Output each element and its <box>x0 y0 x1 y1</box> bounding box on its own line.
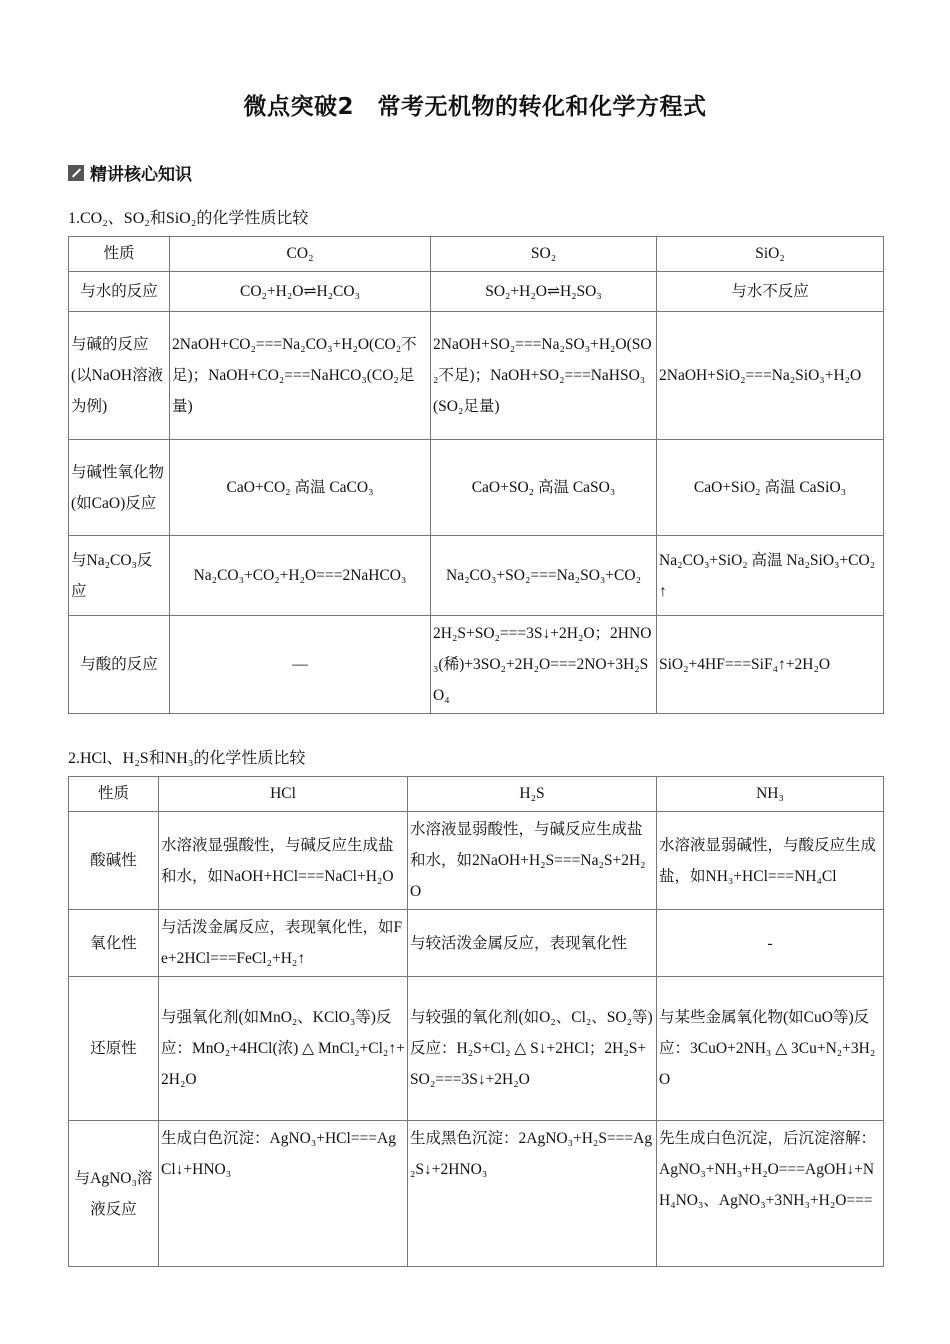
header-cell: CO₂ <box>170 237 431 272</box>
row-label: 与AgNO₃溶液反应 <box>69 1121 159 1267</box>
row-label: 与碱的反应(以NaOH溶液为例) <box>69 312 170 440</box>
table-cell: 生成白色沉淀：AgNO₃+HCl===AgCl↓+HNO₃ <box>159 1121 408 1267</box>
row-label: 与酸的反应 <box>69 616 170 714</box>
header-cell: HCl <box>159 777 408 812</box>
table-row <box>69 910 884 977</box>
table-row <box>69 312 884 440</box>
table-cell: CaO+SO₂ 高温 CaSO₃ <box>431 440 657 536</box>
table-cell: - <box>657 910 884 977</box>
row-label: 与Na₂CO₃反应 <box>69 536 170 616</box>
table-cell: 先生成白色沉淀，后沉淀溶解：AgNO₃+NH₃+H₂O===AgOH↓+NH₄NO₃、AgNO₃+3NH₃+H₂O=== <box>657 1121 884 1267</box>
row-label: 与碱性氧化物(如CaO)反应 <box>69 440 170 536</box>
table-cell: 2NaOH+CO₂===Na₂CO₃+H₂O(CO₂不足)；NaOH+CO₂===NaHCO₃(CO₂足量) <box>170 312 431 440</box>
table-cell: 2NaOH+SO₂===Na₂SO₃+H₂O(SO₂不足)；NaOH+SO₂===NaHSO₃(SO₂足量) <box>431 312 657 440</box>
table-cell: 与水不反应 <box>657 272 884 312</box>
table-cell: 与某些金属氧化物(如CuO等)反应：3CuO+2NH₃ △ 3Cu+N₂+3H₂O <box>657 977 884 1121</box>
table-cell: SO₂+H₂O⇌H₂SO₃ <box>431 272 657 312</box>
table-cell: 与强氧化剂(如MnO₂、KClO₃等)反应：MnO₂+4HCl(浓) △ MnCl₂+Cl₂↑+2H₂O <box>159 977 408 1121</box>
table1-heading: 1.CO₂、SO₂和SiO₂的化学性质比较 <box>68 210 309 227</box>
table-header-row <box>69 237 884 272</box>
row-label: 还原性 <box>69 977 159 1121</box>
table-cell: 2H₂S+SO₂===3S↓+2H₂O；2HNO₃(稀)+3SO₂+2H₂O===2NO+3H₂SO₄ <box>431 616 657 714</box>
table-row <box>69 977 884 1121</box>
table-row <box>69 1121 884 1267</box>
table-cell: CaO+CO₂ 高温 CaCO₃ <box>170 440 431 536</box>
table-cell: — <box>170 616 431 714</box>
table-cell: 与较活泼金属反应，表现氧化性 <box>408 910 657 977</box>
table-cell: CaO+SiO₂ 高温 CaSiO₃ <box>657 440 884 536</box>
table-cell: CO₂+H₂O⇌H₂CO₃ <box>170 272 431 312</box>
table-row <box>69 536 884 616</box>
table-cell: 与较强的氧化剂(如O₂、Cl₂、SO₂等)反应：H₂S+Cl₂ △ S↓+2HCl；2H₂S+SO₂===3S↓+2H₂O <box>408 977 657 1121</box>
table-cell: Na₂CO₃+SiO₂ 高温 Na₂SiO₃+CO₂↑ <box>657 536 884 616</box>
header-cell: H₂S <box>408 777 657 812</box>
hcl-h2s-nh3-table <box>68 776 884 1267</box>
table-cell: 水溶液显强酸性，与碱反应生成盐和水，如NaOH+HCl===NaCl+H₂O <box>159 812 408 910</box>
table-row <box>69 616 884 714</box>
table2-heading: 2.HCl、H₂S和NH₃的化学性质比较 <box>68 750 306 767</box>
table-cell: 生成黑色沉淀：2AgNO₃+H₂S===Ag₂S↓+2HNO₃ <box>408 1121 657 1267</box>
table-cell: SiO₂+4HF===SiF₄↑+2H₂O <box>657 616 884 714</box>
table-cell: Na₂CO₃+SO₂===Na₂SO₃+CO₂ <box>431 536 657 616</box>
header-cell: 性质 <box>69 237 170 272</box>
row-label: 酸碱性 <box>69 812 159 910</box>
table-cell: Na₂CO₃+CO₂+H₂O===2NaHCO₃ <box>170 536 431 616</box>
page-title: 微点突破2 常考无机物的转化和化学方程式 <box>243 94 707 120</box>
section-label: 精讲核心知识 <box>90 165 192 185</box>
header-cell: SiO₂ <box>657 237 884 272</box>
section-header <box>68 160 192 185</box>
header-cell: 性质 <box>69 777 159 812</box>
table-row <box>69 812 884 910</box>
pencil-icon <box>68 165 84 181</box>
table-row <box>69 272 884 312</box>
table-cell: 与活泼金属反应，表现氧化性，如Fe+2HCl===FeCl₂+H₂↑ <box>159 910 408 977</box>
header-cell: NH₃ <box>657 777 884 812</box>
table-cell: 2NaOH+SiO₂===Na₂SiO₃+H₂O <box>657 312 884 440</box>
row-label: 与水的反应 <box>69 272 170 312</box>
row-label: 氧化性 <box>69 910 159 977</box>
table-cell: 水溶液显弱碱性，与酸反应生成盐，如NH₃+HCl===NH₄Cl <box>657 812 884 910</box>
header-cell: SO₂ <box>431 237 657 272</box>
table-header-row <box>69 777 884 812</box>
co2-so2-sio2-table <box>68 236 884 714</box>
table-row <box>69 440 884 536</box>
table-cell: 水溶液显弱酸性，与碱反应生成盐和水，如2NaOH+H₂S===Na₂S+2H₂O <box>408 812 657 910</box>
